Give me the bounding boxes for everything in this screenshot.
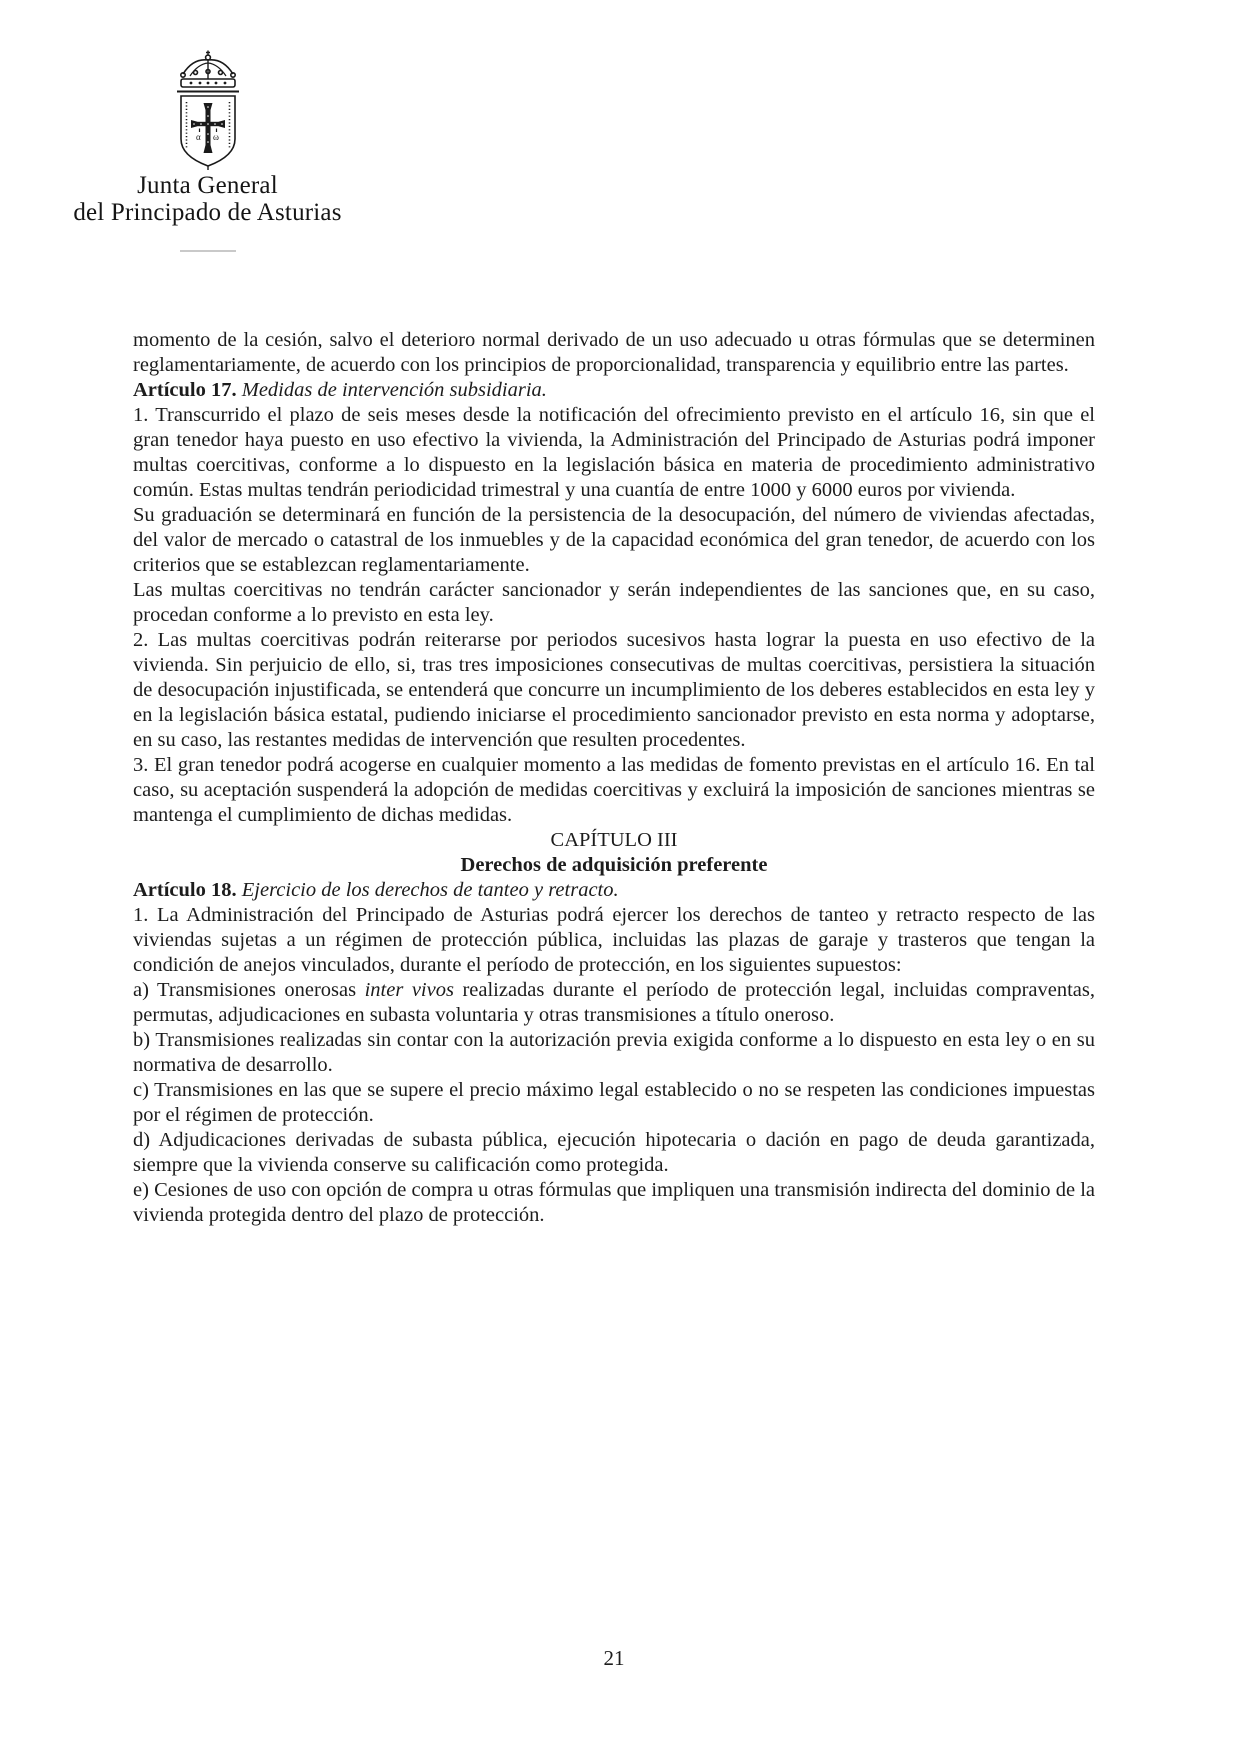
text-segment: Artículo 17. bbox=[133, 379, 237, 401]
article-heading bbox=[133, 378, 1095, 403]
org-name-line1: Junta General bbox=[137, 172, 278, 199]
text-segment: b) Transmisiones realizadas sin contar con la autorización previa exigida conforme a lo dispuesto en esta ley o en su normativa de desarrollo. bbox=[133, 1029, 1095, 1076]
article-heading bbox=[133, 878, 1095, 903]
text-segment: Las multas coercitivas no tendrán carácter sancionador y serán independientes de las sanciones que, en su caso, procedan conforme a lo previsto en esta ley. bbox=[133, 579, 1095, 626]
text-segment: Medidas de intervención subsidiaria. bbox=[236, 379, 547, 401]
text-segment: momento de la cesión, salvo el deterioro normal derivado de un uso adecuado u otras fórmulas que se determinen reglamentariamente, de acuerdo con los principios de proporcionalidad, transparencia y equilibrio entre las partes. bbox=[133, 329, 1095, 376]
text-segment: CAPÍTULO III bbox=[550, 829, 678, 851]
paragraph bbox=[133, 978, 1095, 1028]
page-header bbox=[70, 50, 345, 252]
document-body bbox=[133, 328, 1095, 1228]
page-number: 21 bbox=[603, 1646, 625, 1670]
text-segment: 1. La Administración del Principado de Asturias podrá ejercer los derechos de tanteo y retracto respecto de las viviendas sujetas a un régimen de protección pública, incluidas las plazas de garaje y trasteros que tengan la condición de anejos vinculados, durante el período de protección, en los siguientes supuestos: bbox=[133, 904, 1095, 976]
paragraph bbox=[133, 1078, 1095, 1128]
text-segment: Ejercicio de los derechos de tanteo y retracto. bbox=[236, 879, 619, 901]
text-segment: Artículo 18. bbox=[133, 879, 237, 901]
alpha-glyph: α bbox=[195, 132, 201, 142]
paragraph bbox=[133, 628, 1095, 753]
coat-of-arms-logo bbox=[165, 50, 251, 172]
paragraph bbox=[133, 503, 1095, 578]
paragraph bbox=[133, 903, 1095, 978]
crown-icon bbox=[177, 51, 239, 92]
text-segment: 1. Transcurrido el plazo de seis meses desde la notificación del ofrecimiento previsto en el artículo 16, sin que el gran tenedor haya puesto en uso efectivo la vivienda, la Administración del Principado de Asturias podrá imponer multas coercitivas, conforme a lo dispuesto en la legislación básica en materia de procedimiento administrativo común. Estas multas tendrán periodicidad trimestral y una cuantía de entre 1000 y 6000 euros por vivienda. bbox=[133, 404, 1095, 501]
paragraph bbox=[133, 403, 1095, 503]
text-segment: realizadas durante el período de protección legal, incluidas compraventas, permutas, adjudicaciones en subasta voluntaria y otras transmisiones a título oneroso. bbox=[133, 979, 1095, 1026]
text-segment: a) Transmisiones onerosas bbox=[133, 979, 365, 1001]
shield-icon bbox=[181, 96, 235, 170]
paragraph bbox=[133, 328, 1095, 378]
text-segment: d) Adjudicaciones derivadas de subasta pública, ejecución hipotecaria o dación en pago de deuda garantizada, siempre que la vivienda conserve su calificación como protegida. bbox=[133, 1129, 1095, 1176]
chapter-heading bbox=[133, 828, 1095, 853]
header-divider bbox=[180, 250, 236, 252]
text-segment: c) Transmisiones en las que se supere el precio máximo legal establecido o no se respeten las condiciones impuestas por el régimen de protección. bbox=[133, 1079, 1095, 1126]
text-segment: 3. El gran tenedor podrá acogerse en cualquier momento a las medidas de fomento previstas en el artículo 16. En tal caso, su aceptación suspenderá la adopción de medidas coercitivas y excluirá la imposición de sanciones mientras se mantenga el cumplimiento de dichas medidas. bbox=[133, 754, 1095, 826]
text-segment: 2. Las multas coercitivas podrán reiterarse por periodos sucesivos hasta lograr la puesta en uso efectivo de la vivienda. Sin perjuicio de ello, si, tras tres imposiciones consecutivas de multas coercitivas, persistiera la situación de desocupación injustificada, se entenderá que concurre un incumplimiento de los deberes establecidos en esta ley y en la legislación básica estatal, pudiendo iniciarse el procedimiento sancionador previsto en esta norma y adoptarse, en su caso, las restantes medidas de intervención que resulten procedentes. bbox=[133, 629, 1095, 751]
text-segment: e) Cesiones de uso con opción de compra u otras fórmulas que impliquen una transmisión indirecta del dominio de la vivienda protegida dentro del plazo de protección. bbox=[133, 1179, 1095, 1226]
omega-glyph: ω bbox=[212, 132, 219, 142]
paragraph bbox=[133, 578, 1095, 628]
paragraph bbox=[133, 1028, 1095, 1078]
org-name-line2: del Principado de Asturias bbox=[73, 199, 342, 226]
paragraph bbox=[133, 1178, 1095, 1228]
text-segment: Su graduación se determinará en función de la persistencia de la desocupación, del número de viviendas afectadas, del valor de mercado o catastral de los inmuebles y de la capacidad económica del gran tenedor, de acuerdo con los criterios que se establezcan reglamentariamente. bbox=[133, 504, 1095, 576]
victory-cross-icon bbox=[191, 103, 225, 153]
text-segment: inter vivos bbox=[364, 979, 454, 1001]
text-segment: Derechos de adquisición preferente bbox=[460, 854, 768, 876]
chapter-subheading bbox=[133, 853, 1095, 878]
paragraph bbox=[133, 1128, 1095, 1178]
page-footer bbox=[133, 1646, 1095, 1671]
paragraph bbox=[133, 753, 1095, 828]
